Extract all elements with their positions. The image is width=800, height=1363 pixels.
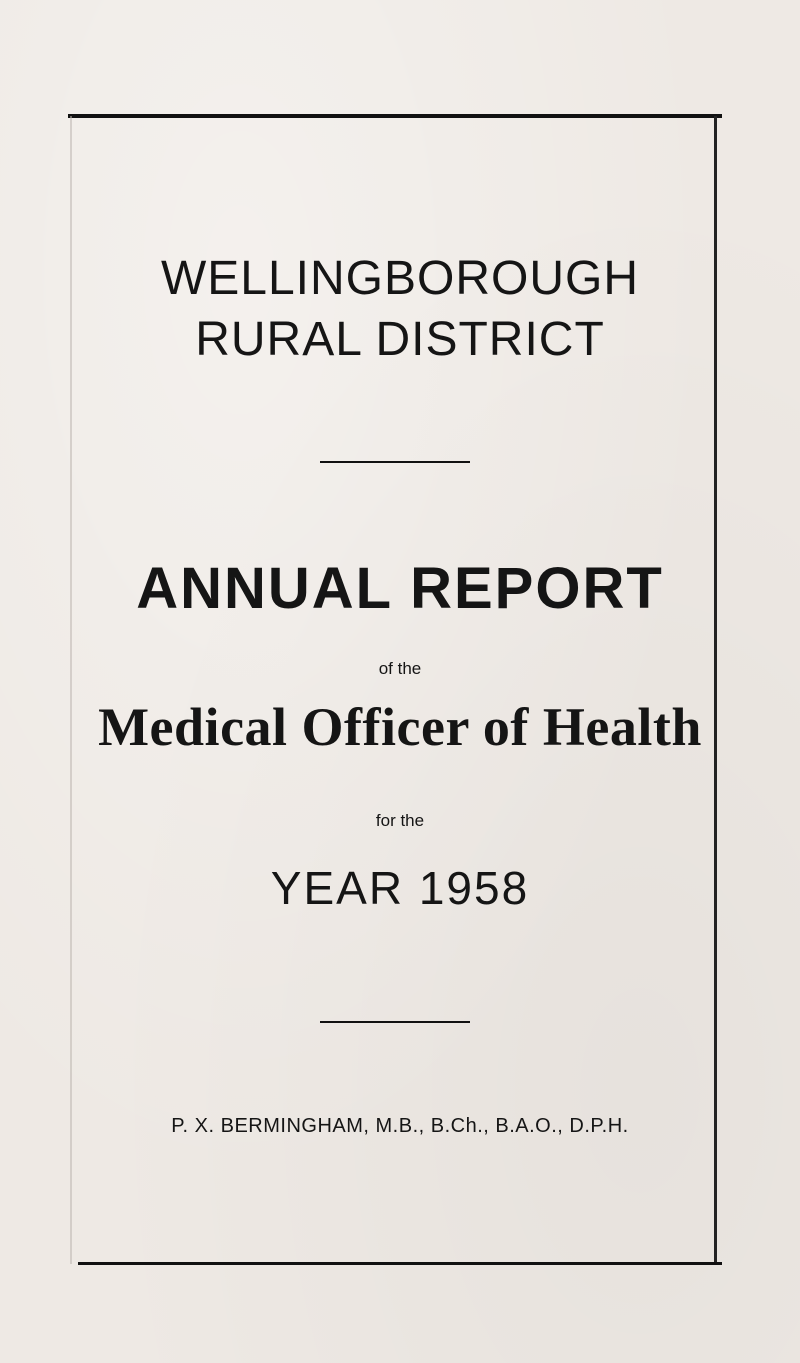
connector-for-the: for the: [375, 811, 425, 830]
border-bottom-rule: [78, 1262, 722, 1265]
author-credit: P. X. BERMINGHAM, M.B., B.Ch., B.A.O., D.P.H.: [171, 1115, 629, 1137]
officer-title: Medical Officer of Health: [98, 697, 702, 757]
divider-rule-lower: [320, 1021, 470, 1023]
report-title: ANNUAL REPORT: [136, 556, 664, 621]
connector-of-the: of the: [378, 659, 422, 678]
district-name-line1: WELLINGBOROUGH: [160, 252, 640, 305]
district-name-line2: RURAL DISTRICT: [195, 313, 605, 366]
divider-rule-upper: [320, 461, 470, 463]
border-top-rule: [68, 114, 722, 118]
report-year: YEAR 1958: [270, 862, 530, 914]
